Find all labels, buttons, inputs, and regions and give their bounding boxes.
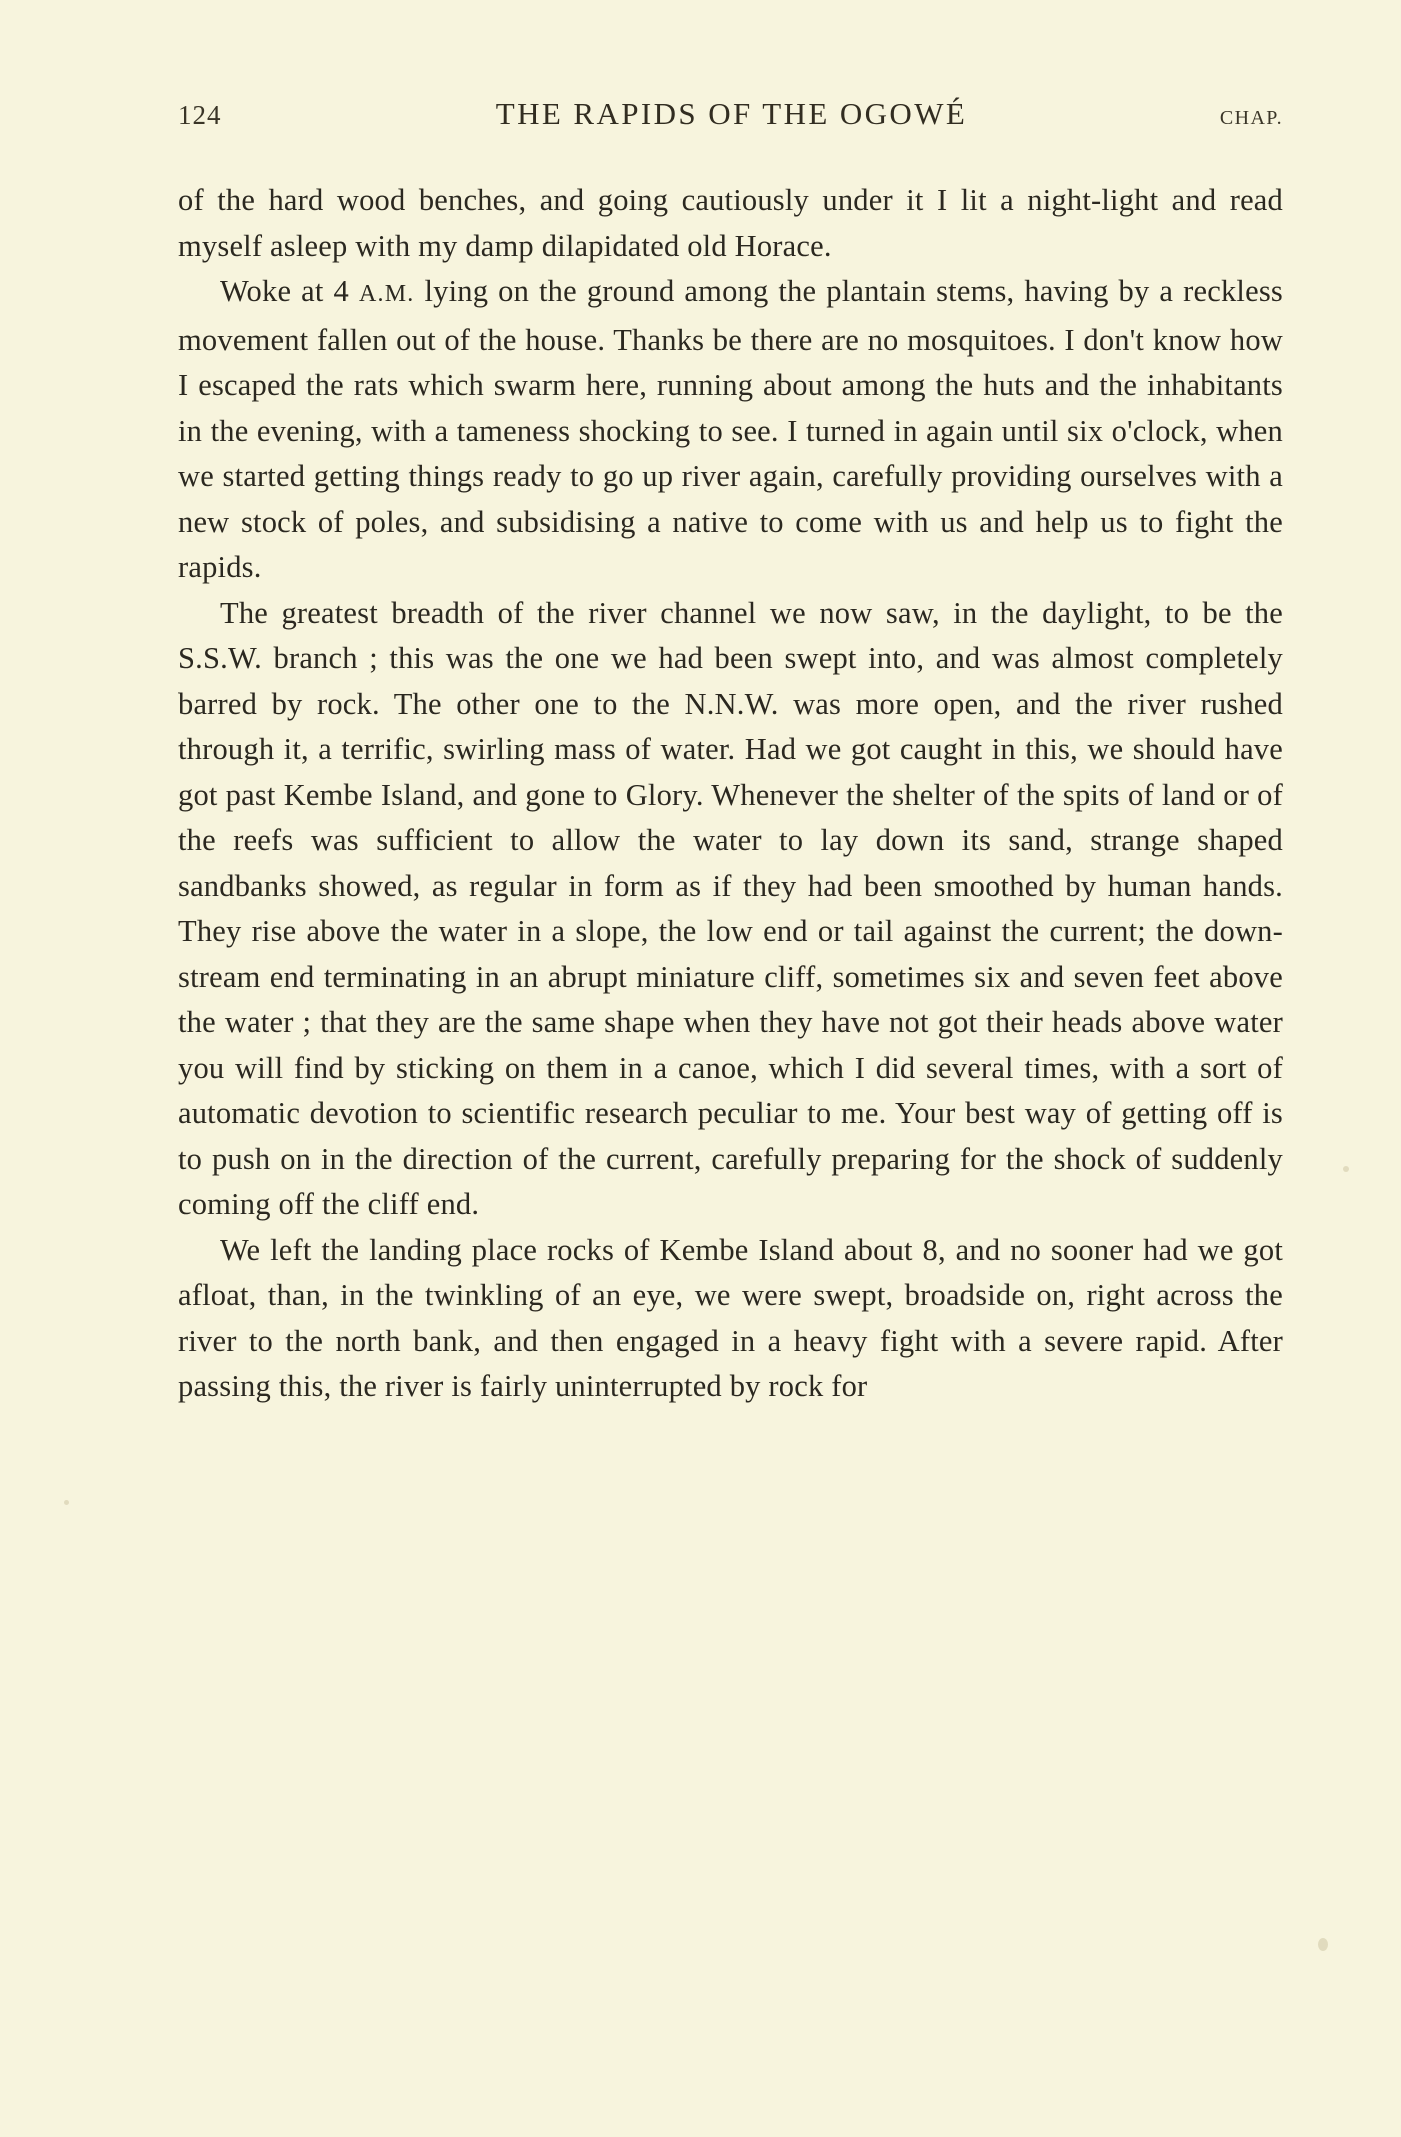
paragraph-2 xyxy=(178,269,1283,591)
paper-speck xyxy=(1318,1938,1328,1951)
running-title: THE RAPIDS OF THE OGOWÉ xyxy=(495,96,968,131)
paragraph-3: The greatest breadth of the river channel we now saw, in the daylight, to be the S.S.W. branch ; this was the one we had been swept into, and was almost completely barred by rock. The other one to the N.N.W. was more open, and the river rushed through it, a terrific, swirling mass of water. Had we got caught in this, we should have got past Kembe Island, and gone to Glory. Whenever the shelter of the spits of land or of the reefs was sufficient to allow the water to lay down its sand, strange shaped sandbanks showed, as regular in form as if they had been smoothed by human hands. They rise above the water in a slope, the low end or tail against the current; the down-stream end terminating in an abrupt miniature cliff, sometimes six and seven feet above the water ; that they are the same shape when they have not got their heads above water you will find by sticking on them in a canoe, which I did several times, with a sort of automatic devotion to scientific research peculiar to me. Your best way of getting off is to push on in the direction of the current, carefully preparing for the shock of suddenly coming off the cliff end. xyxy=(178,595,1283,1221)
paragraph-2-smallcaps: A.M. xyxy=(358,281,415,307)
running-head xyxy=(178,96,1283,132)
paper-speck xyxy=(64,1500,69,1505)
body-text xyxy=(178,178,1283,1410)
paragraph-1: of the hard wood benches, and going cautiously under it I lit a night-light and read myself asleep with my damp dilapidated old Horace. xyxy=(178,183,1283,263)
paragraph-4: We left the landing place rocks of Kembe Island about 8, and no sooner had we got afloat, than, in the twinkling of an eye, we were swept, broadside on, right across the river to the north bank, and then engaged in a heavy fight with a severe rapid. After passing this, the river is fairly uninterrupted by rock for xyxy=(178,1232,1283,1403)
paragraph-2-rest: lying on the ground among the plantain stems, having by a reckless movement fallen out of the house. Thanks be there are no mosquitoes. I don't know how I escaped the rats which swarm here, running about among the huts and the inhabitants in the evening, with a tameness shocking to see. I turned in again until six o'clock, when we started getting things ready to go up river again, carefully providing ourselves with a new stock of poles, and subsidising a native to come with us and help us to fight the rapids. xyxy=(178,274,1283,584)
paragraph-2-lead: Woke at 4 xyxy=(220,274,359,308)
page-number: 124 xyxy=(178,100,222,130)
page-content xyxy=(178,96,1283,1410)
paper-speck xyxy=(1343,1166,1349,1172)
chapter-marker: CHAP. xyxy=(1219,107,1283,129)
